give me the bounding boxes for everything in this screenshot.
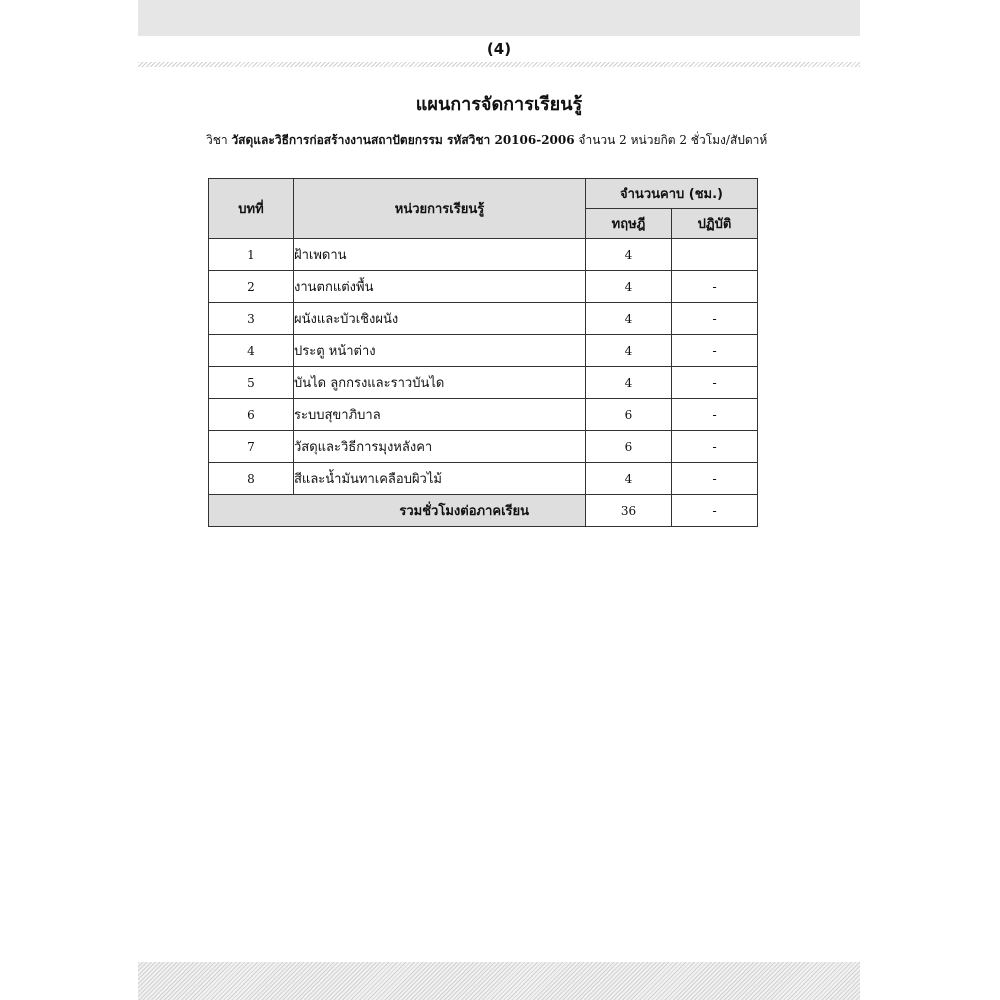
total-label: รวมชั่วโมงต่อภาคเรียน xyxy=(209,495,586,527)
row-unit: สีและน้ำมันทาเคลือบผิวไม้ xyxy=(294,463,586,495)
subject-line xyxy=(206,130,806,150)
subject-name: วัสดุและวิธีการก่อสร้างงานสถาปัตยกรรม รหัสวิชา 20106-2006 xyxy=(231,133,575,147)
row-practice: - xyxy=(672,335,758,367)
table-row xyxy=(209,239,758,271)
row-theory: 4 xyxy=(586,239,672,271)
page-number: (4) xyxy=(486,40,512,58)
row-chapter: 5 xyxy=(209,367,294,399)
header-divider xyxy=(138,62,860,67)
top-header-band xyxy=(138,0,860,36)
table-row xyxy=(209,399,758,431)
row-theory: 4 xyxy=(586,271,672,303)
row-theory: 4 xyxy=(586,335,672,367)
total-practice: - xyxy=(672,495,758,527)
learning-plan-table xyxy=(208,178,758,527)
row-unit: ประตู หน้าต่าง xyxy=(294,335,586,367)
table-row xyxy=(209,271,758,303)
document-title: แผนการจัดการเรียนรู้ xyxy=(415,94,583,115)
row-unit: ผนังและบัวเชิงผนัง xyxy=(294,303,586,335)
row-unit: ฝ้าเพดาน xyxy=(294,239,586,271)
row-theory: 4 xyxy=(586,303,672,335)
header-theory: ทฤษฎี xyxy=(586,209,672,239)
table-row xyxy=(209,431,758,463)
row-chapter: 1 xyxy=(209,239,294,271)
row-theory: 6 xyxy=(586,399,672,431)
row-theory: 4 xyxy=(586,367,672,399)
row-chapter: 6 xyxy=(209,399,294,431)
total-row xyxy=(209,495,758,527)
row-practice: - xyxy=(672,367,758,399)
header-practice: ปฏิบัติ xyxy=(672,209,758,239)
row-unit: ระบบสุขาภิบาล xyxy=(294,399,586,431)
total-theory: 36 xyxy=(586,495,672,527)
row-chapter: 3 xyxy=(209,303,294,335)
row-chapter: 7 xyxy=(209,431,294,463)
subject-suffix: จำนวน 2 หน่วยกิต 2 ชั่วโมง/สัปดาห์ xyxy=(574,133,768,147)
row-chapter: 2 xyxy=(209,271,294,303)
row-theory: 6 xyxy=(586,431,672,463)
row-practice: - xyxy=(672,303,758,335)
header-unit: หน่วยการเรียนรู้ xyxy=(294,179,586,239)
row-unit: วัสดุและวิธีการมุงหลังคา xyxy=(294,431,586,463)
table-row xyxy=(209,335,758,367)
row-practice: - xyxy=(672,399,758,431)
row-chapter: 8 xyxy=(209,463,294,495)
table-row xyxy=(209,463,758,495)
table-row xyxy=(209,367,758,399)
row-practice xyxy=(672,239,758,271)
row-chapter: 4 xyxy=(209,335,294,367)
table-row xyxy=(209,303,758,335)
row-unit: บันได ลูกกรงและราวบันได xyxy=(294,367,586,399)
header-periods: จำนวนคาบ (ชม.) xyxy=(586,179,758,209)
row-practice: - xyxy=(672,431,758,463)
row-unit: งานตกแต่งพื้น xyxy=(294,271,586,303)
header-chapter: บทที่ xyxy=(209,179,294,239)
bottom-footer-band xyxy=(138,962,860,1000)
row-practice: - xyxy=(672,463,758,495)
subject-prefix: วิชา xyxy=(206,133,232,147)
row-practice: - xyxy=(672,271,758,303)
row-theory: 4 xyxy=(586,463,672,495)
